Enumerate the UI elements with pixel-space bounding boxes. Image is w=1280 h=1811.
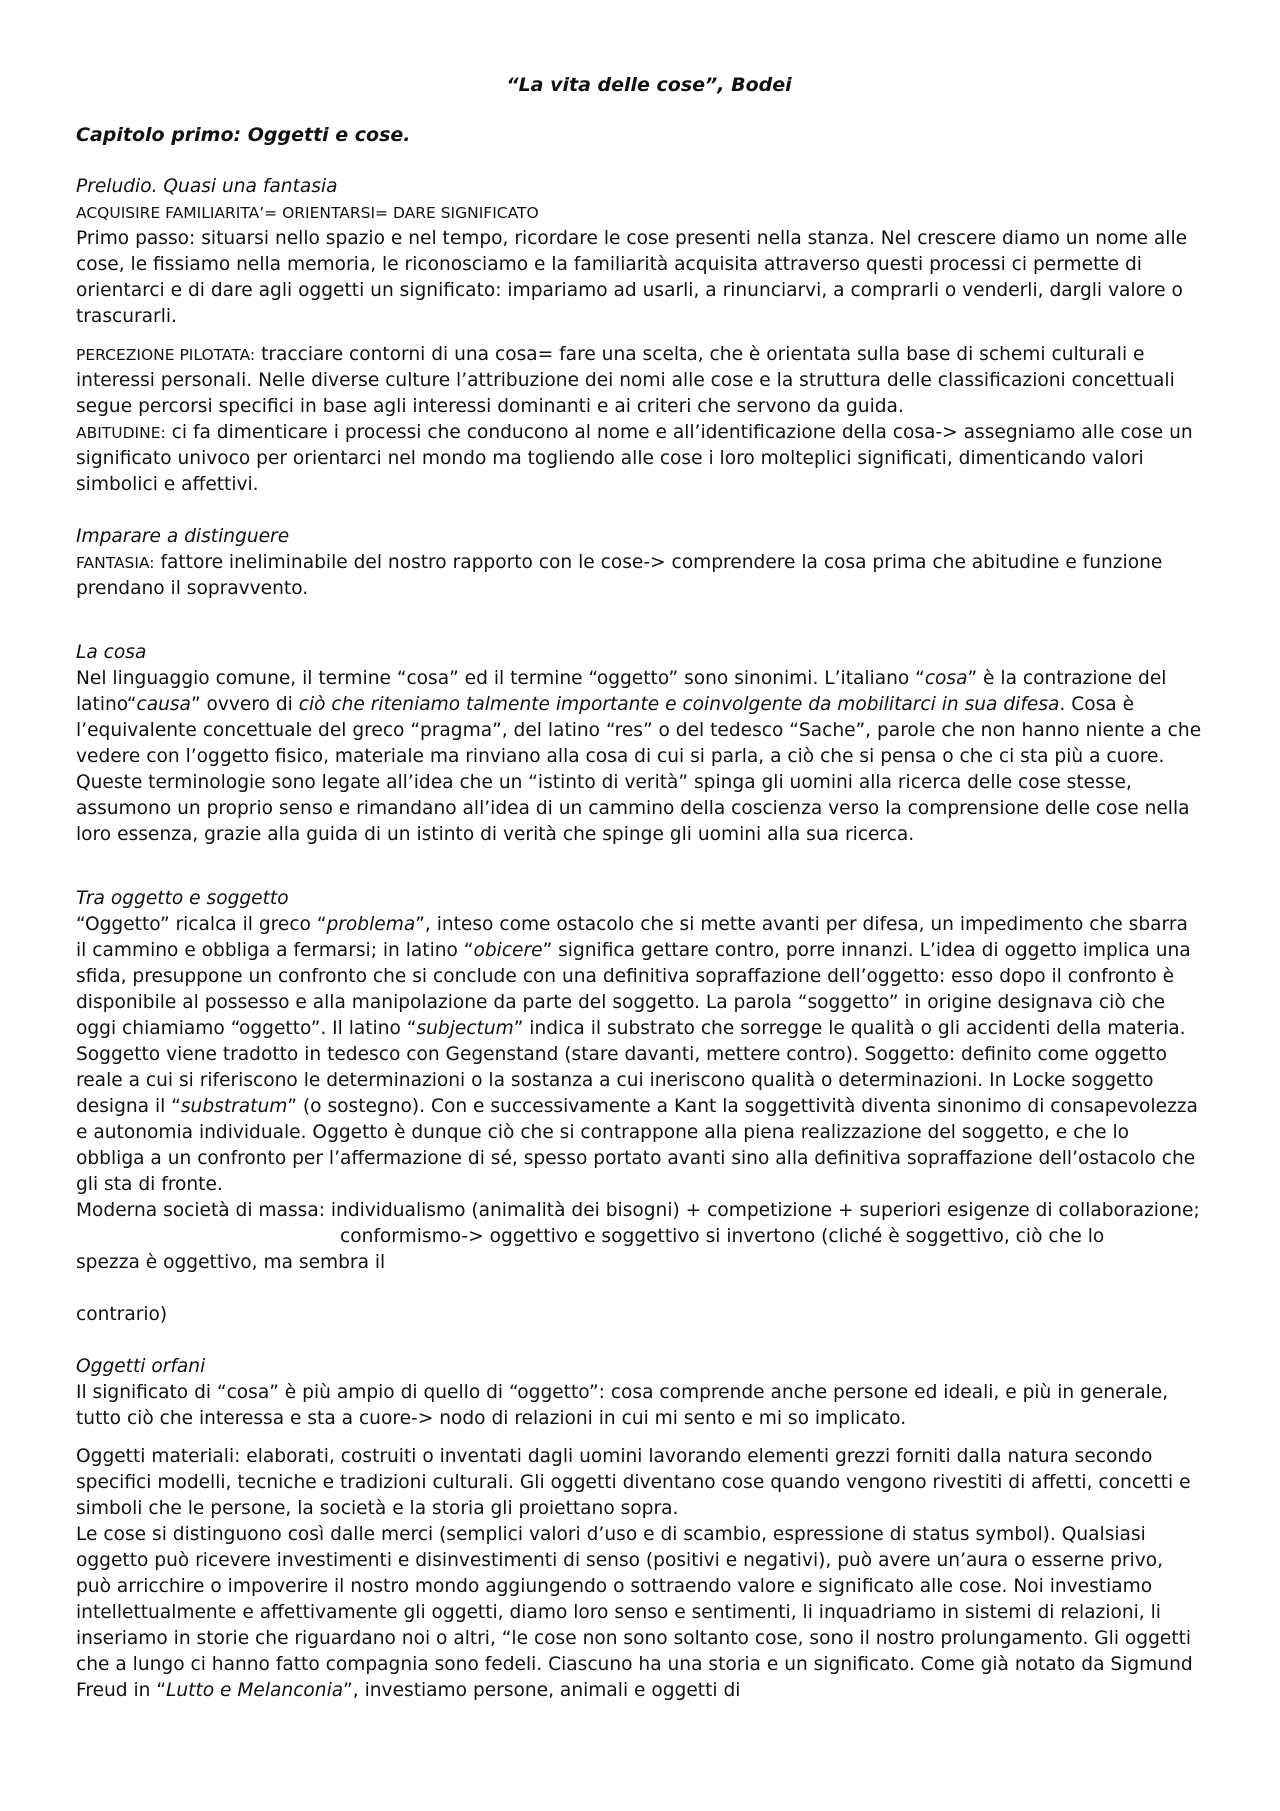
text-segment: ”, investiamo persone, animali e oggetti di <box>343 1680 741 1701</box>
chapter-heading: Capitolo primo: Oggetti e cose. <box>76 124 411 146</box>
italic-definition: ciò che riteniamo talmente importante e coinvolgente da mobilitarci in sua difesa <box>298 694 1060 715</box>
paragraph-oggetti-materiali: Oggetti materiali: elaborati, costruiti o inventati dagli uomini lavorando elementi grezzi forniti dalla natura secondo specifici modelli, tecniche e tradizioni culturali. Gli oggetti diventano cose quando vengono rivestiti di affetti, concetti e simboli che le persone, la società e la storia gli proiettano sopra. <box>76 1446 1191 1519</box>
text-segment: ” indica il substrato che sorregge le qualità o gli accidenti della materia. Soggetto viene tradotto in tedesco con Gegenstand (stare davanti, mettere contro). Soggetto: definito come oggetto reale a cui si riferiscono le determinazioni o la sostanza a cui ineriscono qualità o determinazioni. In Locke soggetto designa il “ <box>76 1018 1186 1117</box>
paragraph-oggetto-soggetto <box>76 912 1202 1198</box>
text-segment: Le cose si distinguono così dalle merci (semplici valori d’uso e di scambio, espressione di status symbol). Qualsiasi oggetto può ricevere investimenti e disinvestimenti di senso (positivi e negativi), può avere un’aura o esserne privo, può arricchire o impoverire il nostro mondo aggiungendo o sottraendo valore e significato alle cose. Noi investiamo intellettualmente e affettivamente gli oggetti, diamo loro senso e sentimenti, li inquadriamo in sistemi di relazioni, li inseriamo in storie che riguardano noi o altri, “le cose non sono soltanto cose, sono il nostro prolungamento. Gli oggetti che a lungo ci hanno fatto compagnia sono fedeli. Ciascuno ha una storia e un significato. Come già notato da Sigmund Freud in “ <box>76 1524 1193 1701</box>
line-spezza: spezza è oggettivo, ma sembra il <box>76 1252 386 1273</box>
paragraph-abitudine <box>76 420 1202 498</box>
document-title: “La vita delle cose”, Bodei <box>506 74 792 96</box>
line-contrario: contrario) <box>76 1304 168 1325</box>
italic-term-causa: causa <box>136 694 191 715</box>
text-segment: ” significa gettare contro, porre innanzi. L’idea di oggetto implica una sfida, presuppone un confronto che si conclude con una definitiva sopraffazione dell’oggetto: esso dopo il confronto è disponibile al possesso e alla manipolazione da parte del soggetto. La parola “soggetto” in origine designava ciò che oggi chiamiamo “oggetto”. Il latino “ <box>76 940 1191 1039</box>
section-heading-la-cosa: La cosa <box>76 642 147 663</box>
text-segment: . Cosa è l’equivalente concettuale del greco “pragma”, del latino “res” o del tedesco “Sache”, parole che non hanno niente a che vedere con l’oggetto fisico, materiale ma rinviano alla cosa di cui si parla, a ciò che si pensa o che ci sta più a cuore. Queste terminologie sono legate all’idea che un “istinto di verità” spinga gli uomini alla ricerca delle cose stesse, assumono un proprio senso e rimandano all’idea di un cammino della coscienza verso la comprensione delle cose nella loro essenza, grazie alla guida di un istinto di verità che spinge gli uomini alla sua ricerca. <box>76 694 1202 845</box>
section-heading-oggetti-orfani: Oggetti orfani <box>76 1356 206 1377</box>
text-fantasia: fattore ineliminabile del nostro rapporto con le cose-> comprendere la cosa prima che abitudine e funzione prendano il sopravvento. <box>76 552 1163 599</box>
section-heading-oggetto-soggetto: Tra oggetto e soggetto <box>76 888 289 909</box>
paragraph-fantasia <box>76 550 1202 602</box>
paragraph-la-cosa <box>76 666 1202 848</box>
text-segment: ” è la contrazione del latino“ <box>76 668 1167 715</box>
paragraph-percezione <box>76 342 1202 420</box>
italic-term-cosa: cosa <box>924 668 968 689</box>
section-heading-distinguere: Imparare a distinguere <box>76 526 290 547</box>
italic-term-subjectum: subjectum <box>416 1018 514 1039</box>
label-fantasia: FANTASIA: <box>76 554 155 572</box>
caps-line-familiarita: ACQUISIRE FAMILIARITA’= ORIENTARSI= DARE SIGNIFICATO <box>76 204 539 222</box>
text-abitudine: ci fa dimenticare i processi che conducono al nome e all’identificazione della cosa-> assegniamo alle cose un significato univoco per orientarci nel mondo ma togliendo alle cose i loro molteplici significati, dimenticando valori simbolici e affettivi. <box>76 422 1193 495</box>
paragraph-primo-passo: Primo passo: situarsi nello spazio e nel tempo, ricordare le cose presenti nella stanza. Nel crescere diamo un nome alle cose, le fissiamo nella memoria, le riconosciamo e la familiarità acquisita attraverso questi processi ci permette di orientarci e di dare agli oggetti un significato: impariamo ad usarli, a rinunciarvi, a comprarli o venderli, dargli valore o trascurarli. <box>76 228 1188 327</box>
text-segment: “Oggetto” ricalca il greco “ <box>76 914 327 935</box>
italic-title-lutto-melanconia: Lutto e Melanconia <box>166 1680 344 1701</box>
paragraph-societa-massa: Moderna società di massa: individualismo (animalità dei bisogni) + competizione + superiori esigenze di collaborazione; <box>76 1200 1200 1221</box>
text-segment: ” ovvero di <box>190 694 299 715</box>
label-abitudine: ABITUDINE: <box>76 424 166 442</box>
italic-term-substratum: substratum <box>180 1096 288 1117</box>
text-segment: Nel linguaggio comune, il termine “cosa” ed il termine “oggetto” sono sinonimi. L’italiano “ <box>76 668 925 689</box>
italic-term-obicere: obicere <box>473 940 543 961</box>
text-segment: ”, inteso come ostacolo che si mette avanti per difesa, un impedimento che sbarra il cammino e obbliga a fermarsi; in latino “ <box>76 914 1188 961</box>
label-percezione-pilotata: PERCEZIONE PILOTATA: <box>76 346 256 364</box>
text-percezione: tracciare contorni di una cosa= fare una scelta, che è orientata sulla base di schemi culturali e interessi personali. Nelle diverse culture l’attribuzione dei nomi alle cose e la struttura delle classificazioni concettuali segue percorsi specifici in base agli interessi dominanti e ai criteri che servono da guida. <box>76 344 1175 417</box>
paragraph-significato-cosa: Il significato di “cosa” è più ampio di quello di “oggetto”: cosa comprende anche persone ed ideali, e più in generale, tutto ciò che interessa e sta a cuore-> nodo di relazioni in cui mi sento e mi so implicato. <box>76 1382 1169 1429</box>
paragraph-merci <box>76 1522 1202 1704</box>
italic-term-problema: problema <box>326 914 416 935</box>
section-heading-preludio: Preludio. Quasi una fantasia <box>76 176 338 197</box>
line-conformismo: conformismo-> oggettivo e soggettivo si invertono (cliché è soggettivo, ciò che lo <box>340 1226 1105 1247</box>
text-segment: ” (o sostegno). Con e successivamente a Kant la soggettività diventa sinonimo di consapevolezza e autonomia individuale. Oggetto è dunque ciò che si contrappone alla piena realizzazione del soggetto, e che lo obbliga a un confronto per l’affermazione di sé, spesso portato avanti sino alla definitiva sopraffazione dell’ostacolo che gli sta di fronte. <box>76 1096 1198 1195</box>
